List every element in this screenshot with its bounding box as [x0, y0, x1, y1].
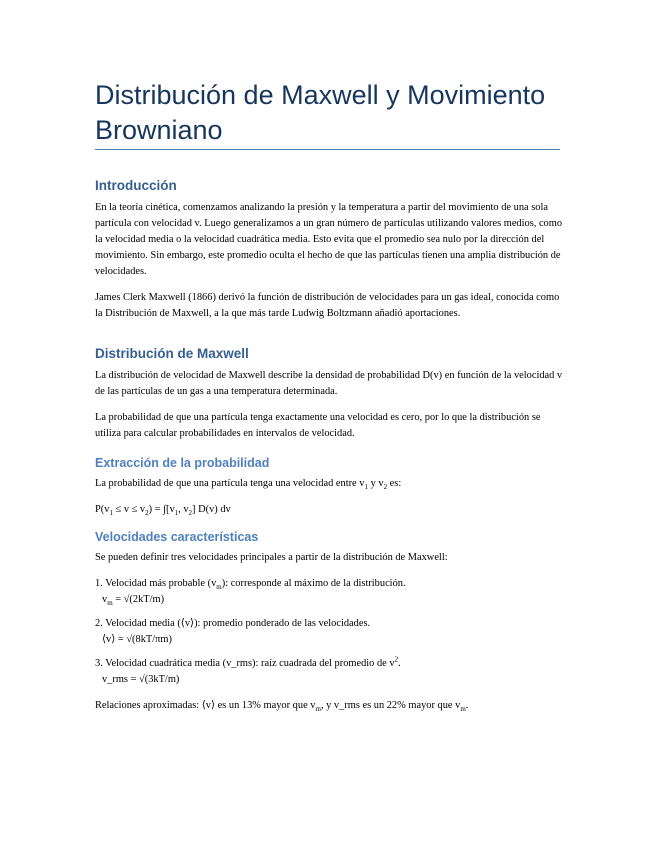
formula-rms: v_rms = √(3kT/m) — [102, 674, 180, 685]
intro-paragraph-1: En la teoría cinética, comenzamos analizando la presión y la temperatura a partir del movimiento de una sola partícula con velocidad v. Luego generalizamos a un gran número de partículas utilizando valores medios, como la velocidad media o la velocidad cuadrática media. Esto evita que el promedio sea nulo por la dirección del movimiento. Sin embargo, este promedio oculta el hecho de que las partículas tienen una amplia distribución de velocidades. — [95, 202, 563, 277]
speeds-intro: Se pueden definir tres velocidades principales a partir de la distribución de Maxwell: — [95, 552, 448, 563]
formula-mean: ⟨v⟩ = √(8kT/πm) — [102, 634, 172, 645]
speed-item-rms: 3. Velocidad cuadrática media (v_rms): raíz cuadrada del promedio de $v^2$. — [95, 655, 401, 669]
heading-distribucion-maxwell: Distribución de Maxwell — [95, 346, 249, 361]
document-body — [95, 176, 565, 714]
maxwell-paragraph-1: La distribución de velocidad de Maxwell describe la densidad de probabilidad D(v) en función de la velocidad v de las partículas de un gas a una temperatura determinada. — [95, 370, 563, 397]
section-introduction — [95, 176, 565, 322]
speed-item-most-probable: 1. Velocidad más probable $(v_m)$: corresponde al máximo de la distribución. — [95, 578, 406, 592]
speed-relations: Relaciones aproximadas: ⟨v⟩ es un 13% mayor que $v_m$, y v_rms es un 22% mayor que $v_m$. — [95, 700, 469, 714]
intro-paragraph-2: James Clerk Maxwell (1866) derivó la función de distribución de velocidades para un gas ideal, conocida como la Distribución de Maxwell, a la que más tarde Ludwig Boltzmann añadió aportaciones. — [95, 292, 560, 319]
probability-formula: $P(v_1 \le v \le v_2) = \int[v_1$, $v_2$] D(v) dv — [95, 504, 231, 518]
title-divider — [95, 149, 560, 150]
document-title: Distribución de Maxwell y Movimiento Browniano — [95, 80, 546, 145]
maxwell-paragraph-2: La probabilidad de que una partícula tenga exactamente una velocidad es cero, por lo que la distribución se utiliza para calcular probabilidades en intervalos de velocidad. — [95, 412, 541, 439]
heading-velocidades-caracteristicas: Velocidades características — [95, 530, 259, 544]
formula-most-probable: $v_m = √(2kT/m)$ — [102, 594, 165, 608]
heading-introduccion: Introducción — [95, 178, 177, 193]
section-characteristic-speeds — [95, 528, 565, 714]
section-probability-extraction — [95, 454, 565, 518]
speed-item-mean: 2. Velocidad media (⟨v⟩): promedio ponderado de las velocidades. — [95, 618, 371, 629]
heading-extraccion-probabilidad: Extracción de la probabilidad — [95, 456, 270, 470]
extraction-paragraph: La probabilidad de que una partícula tenga una velocidad entre $v_1$ y $v_2$ es: — [95, 478, 402, 492]
section-maxwell-distribution — [95, 344, 565, 442]
